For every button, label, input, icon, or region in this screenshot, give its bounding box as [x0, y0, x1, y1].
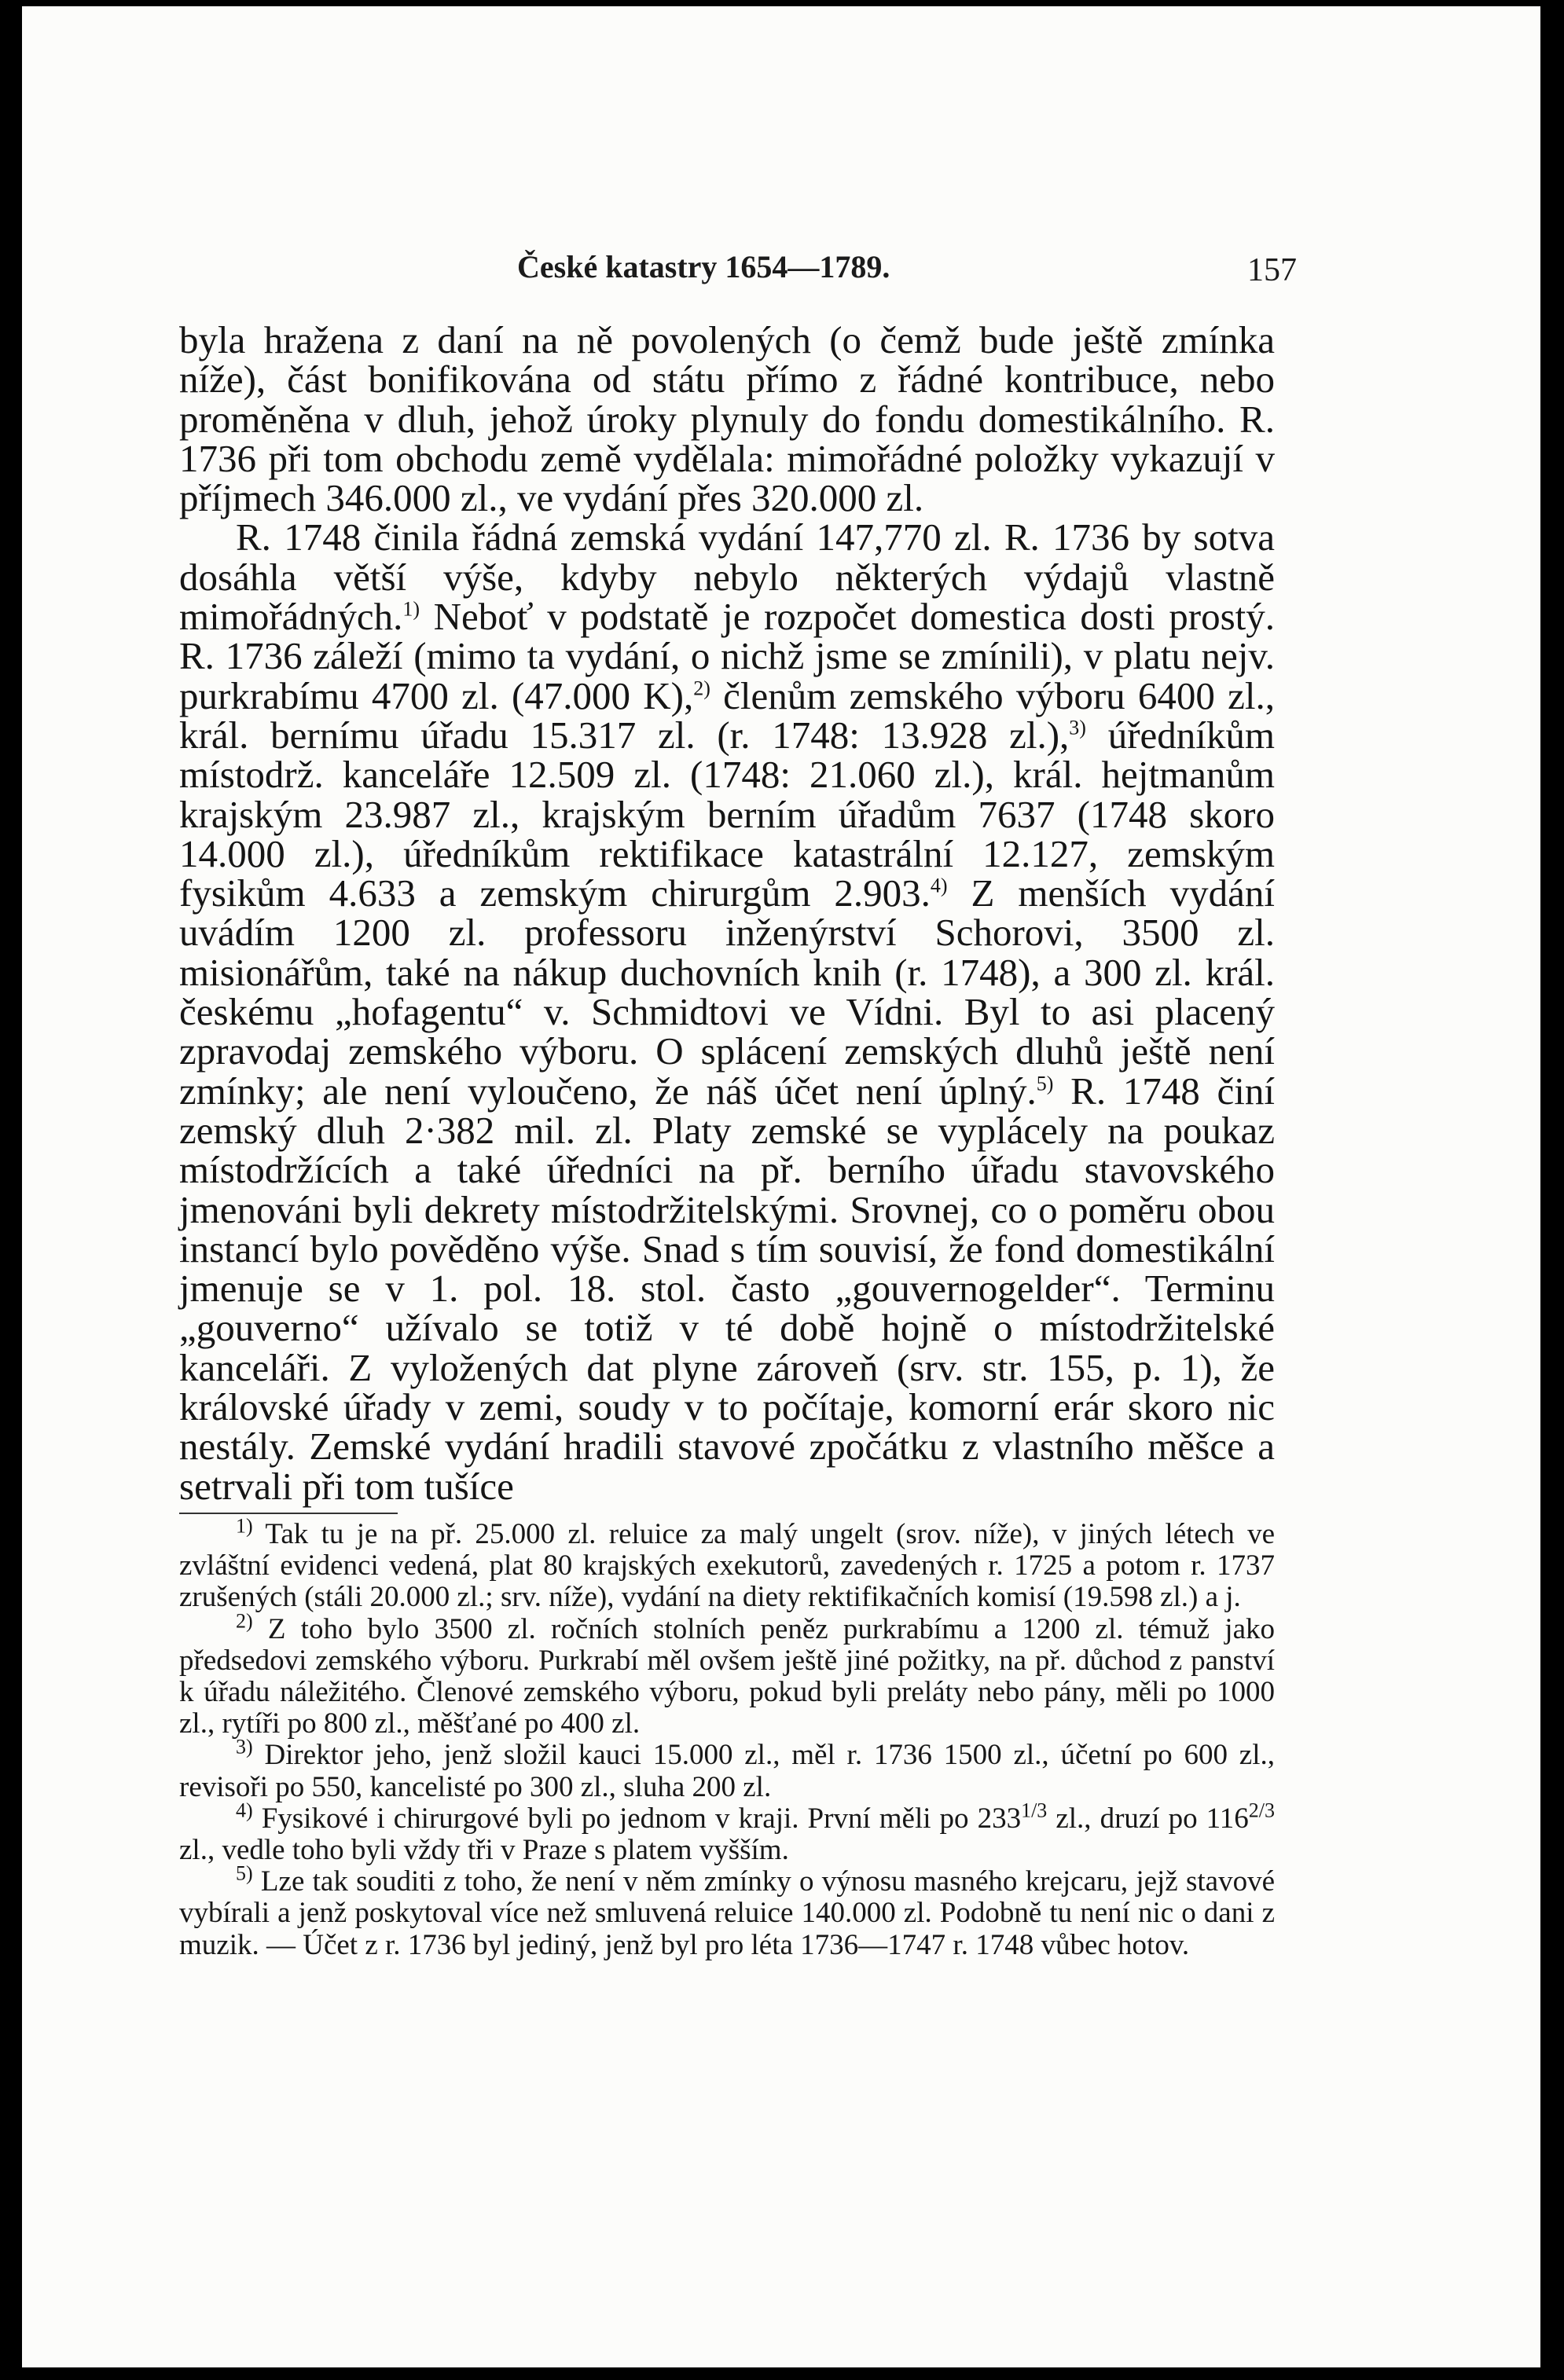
footnote-text: zl., vedle toho byli vždy tři v Praze s platem vyšším.: [179, 1834, 789, 1867]
text-segment: Neboť v podstatě je rozpočet domestica dosti prostý. R. 1736 záleží (mimo ta vydání, o nichž jsme se zmínili), v platu nejv. purkrabímu 4700 zl. (47.000 K),: [179, 595, 1275, 717]
footnote-ref-2: 2): [693, 677, 710, 700]
footnote-4: [179, 1799, 1276, 1867]
text-segment: členům zemského výboru 6400 zl., král. bernímu úřadu 15.317 zl. (r. 1748: 13.928 zl.),: [179, 673, 1275, 757]
page-number: 157: [1247, 252, 1297, 288]
text-segment: úředníkům místodrž. kanceláře 12.509 zl. (1748: 21.060 zl.), král. hejtmanům krajským 23.987 zl., krajským berním úřadům 7637 (1748 skoro 14.000 zl.), úředníkům rektifikace katastrální 12.127, zemským fysikům 4.633 a zemským chirurgům 2.903.: [179, 713, 1275, 915]
footnote-mark: 1): [236, 1514, 253, 1538]
text-segment: R. 1748 činí zemský dluh 2·382 mil. zl. Platy zemské se vyplácely na poukaz místodržících a také úředníci na př. berního úřadu stavovského jmenováni byli dekrety místodržitelskými. Srovnej, co o poměru obou instancí bylo pověděno výše. Snad s tím souvisí, že fond domestikální jmenuje se v 1. pol. 18. stol. často „gouvernogelder“. Terminu „gouverno“ užívalo se totiž v té době hojně o místodržitelské kanceláři. Z vyložených dat plyne zároveň (srv. str. 155, p. 1), že královské úřady v zemi, soudy v to počítaje, komorní erár skoro nic nestály. Zemské vydání hradili stavové zpočátku z vlastního měšce a setrvali při tom tušíce: [179, 1069, 1275, 1508]
running-title: České katastry 1654—1789.: [517, 249, 890, 284]
footnote-divider: [179, 1513, 398, 1514]
paragraph: [179, 318, 1275, 520]
footnote-mark: 5): [236, 1861, 253, 1885]
footnote-text: Direktor jeho, jenž složil kauci 15.000 zl., měl r. 1736 1500 zl., účetní po 600 zl., revisoři po 550, kancelisté po 300 zl., sluha 200 zl.: [179, 1739, 1275, 1803]
main-text: [179, 318, 1275, 1508]
footnote-5: [179, 1861, 1275, 1961]
footnote-1: [179, 1514, 1275, 1614]
footnote-2: [179, 1609, 1275, 1740]
footnote-text: Lze tak souditi z toho, že není v něm zmínky o výnosu masného krejcaru, jejž stavové vybírali a jenž poskytoval více než smluvená reluice 140.000 zl. Podobně tu není nic o dani z muzik. — Účet z r. 1736 byl jediný, jenž byl pro léta 1736—1747 r. 1748 vůbec hotov.: [179, 1865, 1275, 1961]
footnote-text: Tak tu je na př. 25.000 zl. reluice za malý ungelt (srov. níže), v jiných létech ve zvláštní evidenci vedená, plat 80 krajských exekutorů, zavedených r. 1725 a potom r. 1737 zrušených (stáli 20.000 zl.; srv. níže), vydání na diety rektifikačních komisí (19.598 zl.) a j.: [179, 1518, 1275, 1614]
footnote-mark: 4): [236, 1799, 253, 1822]
fraction: 2/3: [1248, 1799, 1276, 1822]
footnote-text: zl., druzí po 116: [1047, 1802, 1249, 1835]
text-segment: byla hražena z daní na ně povolených (o čemž bude ještě zmínka níže), část bonifikována od státu přímo z řádné kontribuce, nebo proměněna v dluh, jehož úroky plynuly do fondu domestikálního. R. 1736 při tom obchodu země vydělala: mimořádné položky vykazují v příjmech 346.000 zl., ve vydání přes 320.000 zl.: [179, 318, 1275, 520]
footnote-ref-4: 4): [930, 874, 948, 897]
footnote-ref-3: 3): [1069, 716, 1086, 739]
footnotes: [179, 1514, 1276, 1961]
footnote-text: Fysikové i chirurgové byli po jednom v kraji. První měli po 233: [252, 1802, 1022, 1835]
text-segment: Z menších vydání uvádím 1200 zl. professoru inženýrství Schorovi, 3500 zl. misionářům, také na nákup duchovních knih (r. 1748), a 300 zl. král. českému „hofagentu“ v. Schmidtovi ve Vídni. Byl to asi placený zpravodaj zemského výboru. O splácení zemských dluhů ještě není zmínky; ale není vyloučeno, že náš účet není úplný.: [179, 871, 1275, 1113]
footnote-text: Z toho bylo 3500 zl. ročních stolních peněz purkrabímu a 1200 zl. témuž jako předsedovi zemského výboru. Purkrabí měl ovšem ještě jiné požitky, na př. důchod z panství k úřadu náležitého. Členové zemského výboru, pokud byli preláty nebo pány, měli po 1000 zl., rytíři po 800 zl., měšťané po 400 zl.: [179, 1612, 1275, 1740]
text-segment: R. 1748 činila řádná zemská vydání 147,770 zl. R. 1736 by sotva dosáhla větší výše, kdyby nebylo některých výdajů vlastně mimořádných.: [179, 515, 1275, 639]
fraction: 1/3: [1021, 1799, 1048, 1822]
footnote-mark: 2): [236, 1609, 253, 1633]
footnote-ref-5: 5): [1036, 1072, 1054, 1095]
footnote-mark: 3): [236, 1736, 253, 1759]
footnote-ref-1: 1): [402, 597, 420, 621]
paragraph: [179, 515, 1275, 1508]
footnote-3: [179, 1736, 1275, 1803]
page-header: [517, 248, 1297, 295]
